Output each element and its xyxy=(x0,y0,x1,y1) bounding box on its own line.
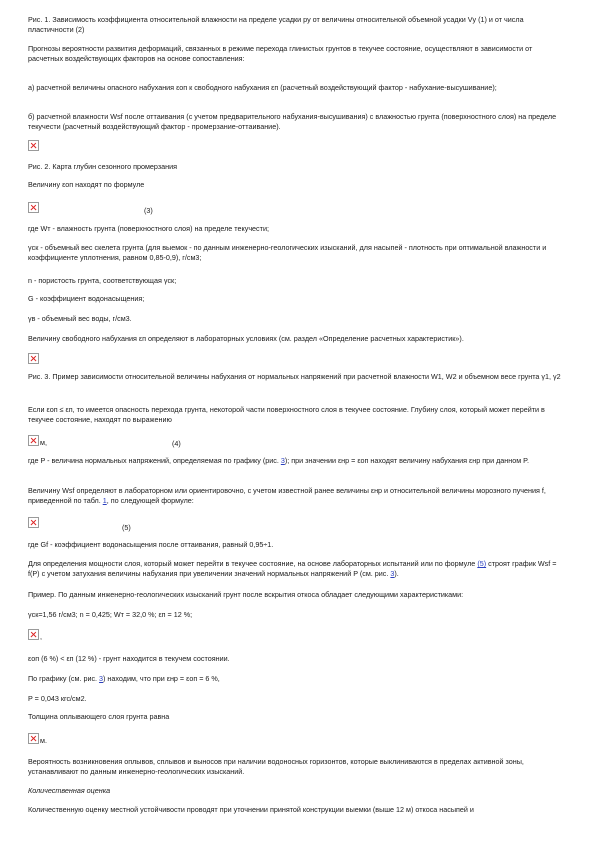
figure-1-caption: Рис. 1. Зависимость коэффициента относительной влажности на пределе усадки ру от величины относительной объемной усадки Vу (1) и от числа пластичности (2) xyxy=(28,15,524,34)
broken-image-icon xyxy=(28,733,39,744)
text: По графику (см. рис. xyxy=(28,674,98,683)
formula-4 xyxy=(28,435,568,448)
paragraph: где Wт - влажность грунта (поверхностного слоя) на пределе текучести; xyxy=(28,224,269,233)
figure-3-link[interactable]: 3 xyxy=(390,568,395,578)
paragraph: G - коэффициент водонасыщения; xyxy=(28,294,145,303)
formula-number: (4) xyxy=(172,439,181,448)
paragraph: Толщина оплывающего слоя грунта равна xyxy=(28,712,170,721)
text: ). xyxy=(394,568,399,578)
text: где P - величина нормальных напряжений, определяемая по графику (рис. xyxy=(28,456,279,465)
figure-3-link[interactable]: 3 xyxy=(99,674,104,683)
formula-6 xyxy=(28,733,568,746)
formula-3 xyxy=(28,202,568,215)
paragraph: Пример. По данным инженерно-геологических изысканий грунт после вскрытия откоса обладает следующими характеристиками: xyxy=(28,590,464,599)
figure-2-caption: Рис. 2. Карта глубин сезонного промерзания xyxy=(28,162,177,171)
text: Для определения мощности слоя, который может перейти в текучее состояние, на основе лабораторных испытаний или по формуле xyxy=(28,559,476,568)
figure-2-image xyxy=(28,140,568,153)
text: ) находим, что при εнр = εоп = 6 %, xyxy=(103,674,220,683)
paragraph: γв - объемный вес воды, г/см3. xyxy=(28,314,132,323)
paragraph: где Gf - коэффициент водонасыщения после оттаивания, равный 0,95÷1. xyxy=(28,540,274,549)
paragraph: γск=1,56 г/см3; n = 0,425; Wт = 32,0 %; εп = 12 %; xyxy=(28,610,193,619)
formula-punctuation: , xyxy=(40,632,42,641)
formula-inline xyxy=(28,629,568,642)
paragraph: n - пористость грунта, соответствующая γск; xyxy=(28,276,177,285)
paragraph: Если εоп ≤ εп, то имеется опасность перехода грунта, некоторой части поверхностного слоя в текучее состояние. Глубину слоя, который может перейти в текучее состояние, находят по выражению xyxy=(28,405,545,424)
paragraph: Прогнозы вероятности развития деформаций, связанных в режиме перехода глинистых грунтов в текучее состояние, осуществляют в зависимости от расчетных воздействующих факторов на основе сопоставления: xyxy=(28,44,533,63)
broken-image-icon xyxy=(28,202,39,213)
paragraph xyxy=(28,559,568,578)
paragraph: Величину свободного набухания εп определяют в лабораторных условиях (см. раздел «Определение расчетных характеристик»). xyxy=(28,334,464,343)
formula-unit: м, xyxy=(40,438,47,447)
paragraph: а) расчетной величины опасного набухания εоп к свободного набухания εп (расчетный воздействующий фактор - набухание-высушивание); xyxy=(28,83,497,92)
paragraph: γск - объемный вес скелета грунта (для выемок - по данным инженерно-геологических изысканий, для насыпей - плотность при оптимальной влажности и коэффициенте уплотнения, равном 0,85-0,9), г/см3; xyxy=(28,243,547,262)
text: , по следующей формуле: xyxy=(106,495,194,505)
broken-image-icon xyxy=(28,435,39,446)
formula-number: (3) xyxy=(144,206,153,215)
section-heading: Количественная оценка xyxy=(28,786,111,795)
formula-5-link[interactable]: (5) xyxy=(477,559,487,568)
paragraph xyxy=(28,456,568,466)
text: строят график Wsf = f(P) с учетом затухания величины набухания при увеличении значений нормальных напряжений P (см. рис. xyxy=(28,559,557,578)
paragraph: Величину εоп находят по формуле xyxy=(28,180,145,189)
paragraph xyxy=(28,486,568,505)
figure-3-image xyxy=(28,353,568,366)
text: Величину Wsf определяют в лабораторном или ориентировочно, с учетом известной ранее величины εнр и относительной величины морозного пучения f, приведенной по табл. xyxy=(28,486,546,505)
figure-3-caption: Рис. 3. Пример зависимости относительной величины набухания от нормальных напряжений при расчетной влажности W1, W2 и объемном весе грунта γ1, γ2 xyxy=(28,372,561,381)
formula-number: (5) xyxy=(122,523,131,532)
paragraph: εоп (6 %) < εп (12 %) - грунт находится в текучем состоянии. xyxy=(28,654,230,663)
paragraph: Вероятность возникновения оплывов, сплывов и выносов при наличии водоносных горизонтов, которые выклиниваются в пределах активной зоны, устанавливают по данным инженерно-геологических изысканий. xyxy=(28,757,524,776)
formula-unit: м. xyxy=(40,736,47,745)
paragraph: P = 0,043 кгс/см2. xyxy=(28,694,87,703)
paragraph: Количественную оценку местной устойчивости проводят при уточнении принятой конструкции выемки (выше 12 м) откоса насыпей и xyxy=(28,805,474,814)
broken-image-icon xyxy=(28,140,39,151)
table-1-link[interactable]: 1 xyxy=(102,495,107,505)
broken-image-icon xyxy=(28,629,39,640)
figure-3-link[interactable]: 3 xyxy=(280,456,285,465)
paragraph: б) расчетной влажности Wsf после оттаивания (с учетом предварительного набухания-высушивания) с влажностью грунта (поверхностного слоя) на пределе текучести (расчетный воздействующий фактор - промерзание-оттаивание). xyxy=(28,112,557,131)
broken-image-icon xyxy=(28,353,39,364)
text: ); при значении εнр = εоп находят величину набухания εнр при данном P. xyxy=(284,456,530,465)
broken-image-icon xyxy=(28,517,39,528)
formula-5 xyxy=(28,517,568,530)
paragraph xyxy=(28,674,568,684)
